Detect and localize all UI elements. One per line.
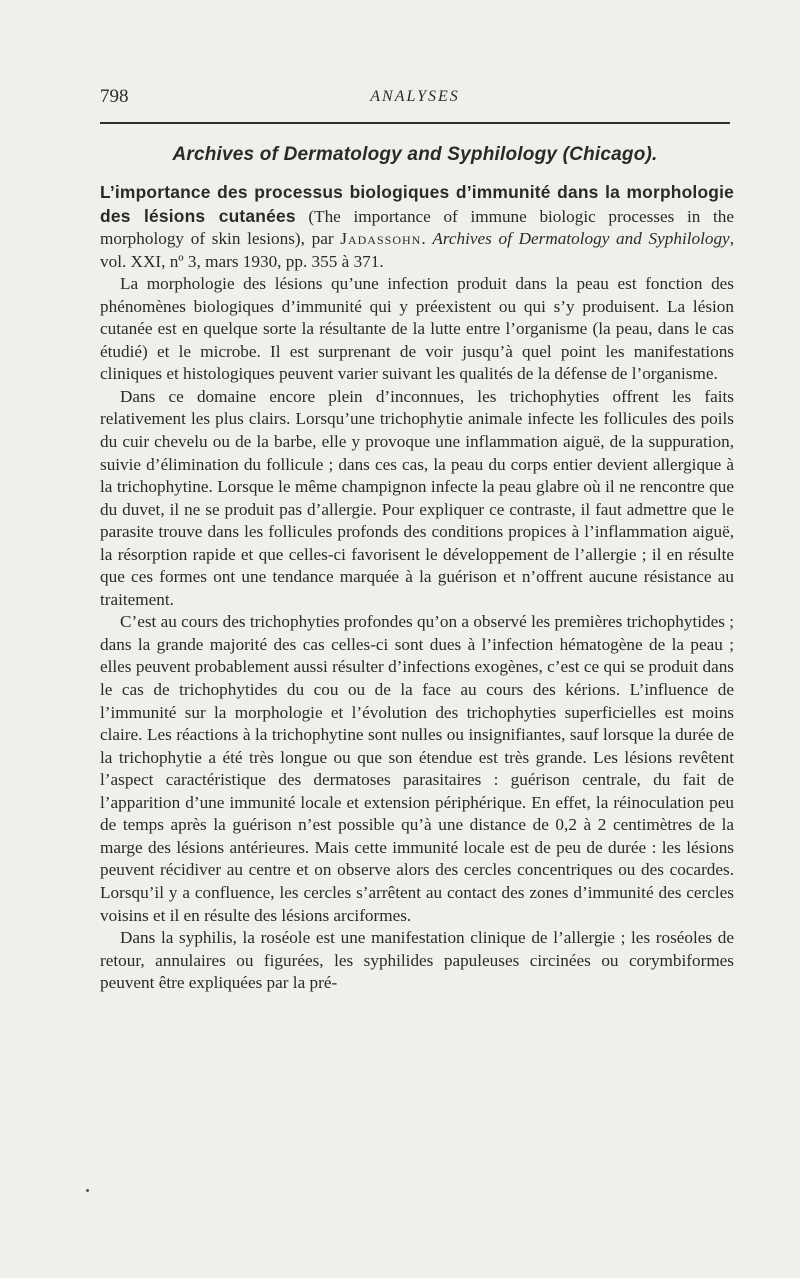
paragraph: La morphologie des lésions qu’une infection produit dans la peau est fonction des phénomènes biologiques d’immunité qui y préexistent ou qui s’y produisent. La lésion cutanée est en quelque sorte la résultante de la lutte entre l’organisme (la peau, dans le cas étudié) et le microbe. Il est surprenant de voir jusqu’à quel point les manifestations cliniques et histologiques peuvent varier suivant les qualités de la défense de l’organisme.: [100, 274, 734, 384]
reference-text-3: , vol. XXI, nº 3, mars 1930, pp. 355 à 371.: [100, 229, 734, 271]
header-rule: [100, 122, 730, 124]
article-title: L’importance des processus biologiques d’immunité dans la morphologie des lésions cutanées: [100, 182, 734, 226]
page-header: [100, 86, 730, 110]
article-reference: [100, 181, 734, 273]
reference-text-2: .: [421, 229, 433, 249]
article-body: [100, 181, 734, 995]
reference-text-1: (The importance of immune biologic processes in the morphology of skin lesions), par: [100, 206, 735, 249]
paper-speck: [86, 1189, 89, 1192]
running-title: ANALYSES: [370, 88, 460, 105]
paragraph: C’est au cours des trichophyties profondes qu’on a observé les premières trichophytides ; dans la grande majorité des cas celles-ci sont dues à l’infection hématogène de la peau ; elles peuvent probablement aussi résulter d’infections exogènes, c’est ce qui se produit dans le cas de trichophytides du cou ou de la face au cours des kérions. L’influence de l’immunité sur la morphologie et l’évolution des trichophyties superficielles est moins claire. Les réactions à la trichophytine sont nulles ou insignifiantes, sauf lorsque la durée de la trichophytie a été très longue ou que son étendue est très grande. Les lésions revêtent l’aspect caractéristique des dermatoses parasitaires : guérison centrale, du fait de l’apparition d’une immunité locale et extension périphérique. En effet, la réinoculation peu de temps après la guérison n’est possible qu’à une distance de 0,2 à 2 centimètres de la marge des lésions antérieures. Mais cette immunité locale est de peu de durée : les lésions peuvent récidiver au centre et on observe alors des cercles concentriques ou des cocardes. Lorsqu’il y a confluence, les cercles s’arrêtent au contact des zones d’immunité des cercles voisins et il en résulte des lésions arciformes.: [100, 612, 734, 925]
paragraph: Dans la syphilis, la roséole est une manifestation clinique de l’allergie ; les roséoles de retour, annulaires ou figurées, les syphilides papuleuses circinées ou corymbiformes peuvent être expliquées par la pré-: [100, 928, 734, 993]
page-number: 798: [100, 86, 129, 107]
author-name: Jadassohn: [340, 229, 422, 249]
journal-heading: Archives of Dermatology and Syphilology (Chicago).: [172, 144, 658, 165]
journal-reference: Archives of Dermatology and Syphilology: [432, 229, 730, 249]
paragraph: Dans ce domaine encore plein d’inconnues, les trichophyties offrent les faits relativement les plus clairs. Lorsqu’une trichophytie animale infecte les follicules des poils du cuir chevelu ou de la barbe, elle y provoque une inflammation aiguë, de la suppuration, suivie d’élimination du follicule ; dans ces cas, la peau du corps entier devient allergique à la trichophytine. Lorsque le même champignon infecte la peau glabre où il ne rencontre que du duvet, il ne se produit pas d’allergie. Pour expliquer ce contraste, il faut admettre que le parasite trouve dans les follicules profonds des conditions propices à l’inflammation aiguë, la résorption rapide et que celles-ci favorisent le développement de l’allergie ; il en résulte que ces formes ont une tendance marquée à la guérison et n’offrent aucune résistance au traitement.: [100, 386, 734, 609]
